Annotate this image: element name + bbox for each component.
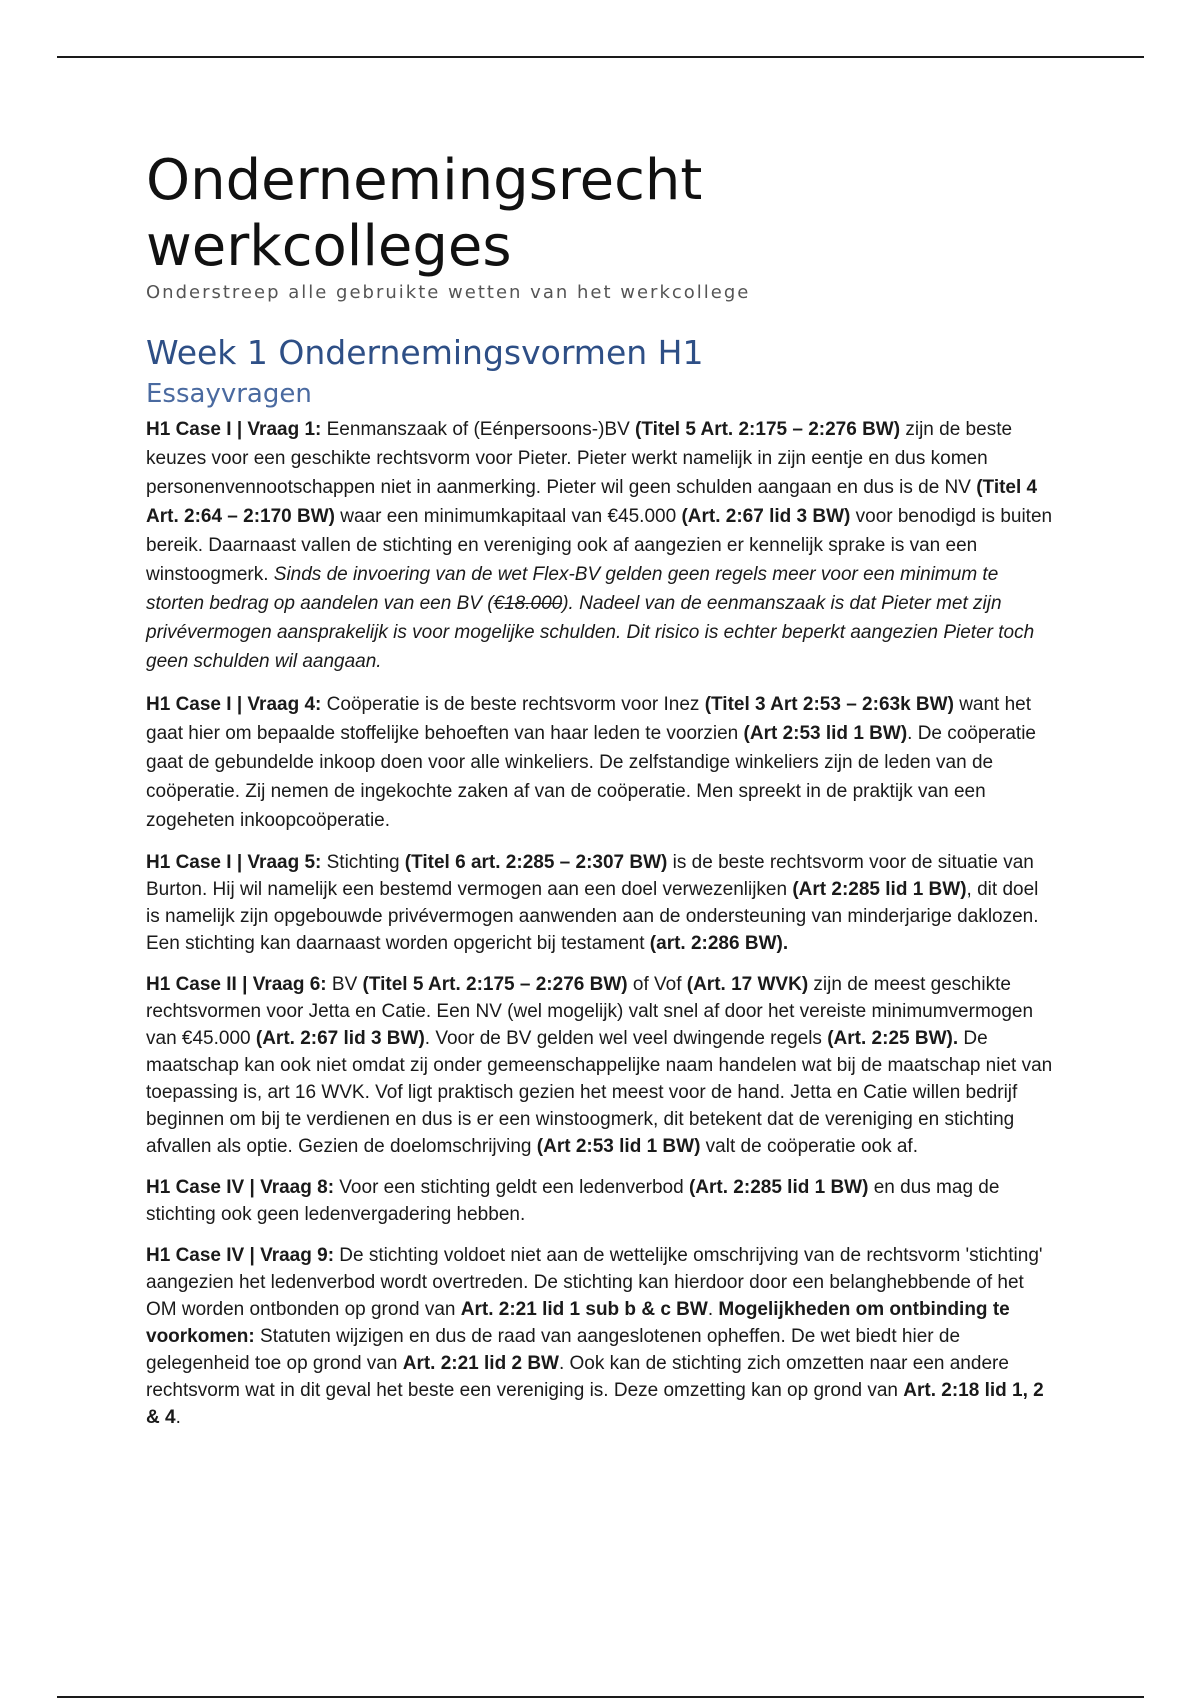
answer-vraag-6 (146, 971, 1056, 1160)
answer-vraag-1 (146, 415, 1056, 676)
bottom-rule (57, 1696, 1144, 1698)
text-run: zijn de meest geschikte rechtsvormen voor Jetta en Catie. Een NV (wel mogelijk) valt snel af door het vereiste minimumvermogen van €45.000 (146, 974, 1034, 1049)
bold-run: (Titel 4 Art. 2:64 – 2:170 BW) (146, 477, 1038, 527)
bold-run: (Art. 17 WVK) (686, 974, 809, 995)
text-run: De maatschap kan ook niet omdat zij onder gemeenschappelijke naam handelen wat bij de maatschap niet van toepassing is, art 16 WVK. Vof ligt praktisch gezien het meest voor de hand. Jetta en Catie willen bedrijf beginnen om bij te verdienen en dus is er een winstoogmerk, dit betekent dat de vereniging en stichting afvallen als optie. Gezien de doelomschrijving (146, 1028, 1053, 1157)
text-run: Stichting (321, 852, 405, 873)
bold-run: (Art. 2:67 lid 3 BW) (255, 1028, 425, 1049)
text-run: . (707, 1299, 719, 1320)
text-run: Eenmanszaak of (Eénpersoons-)BV (321, 419, 636, 440)
text-run: en dus mag de stichting ook geen ledenvergadering hebben. (146, 1177, 1000, 1225)
top-rule (57, 56, 1144, 58)
document-title: Ondernemingsrecht werkcolleges (146, 148, 703, 279)
bold-run: H1 Case I | Vraag 1: (146, 419, 322, 440)
bold-run: Art. 2:21 lid 2 BW (402, 1353, 559, 1374)
italic-run (494, 593, 563, 614)
bold-run: Art. 2:18 lid 1, 2 & 4 (146, 1380, 1044, 1428)
text-run: De stichting voldoet niet aan de wettelijke omschrijving van de rechtsvorm 'stichting' aangezien het ledenverbod wordt overtreden. De stichting kan hierdoor door een belanghebbende of het OM worden ontbonden op grond van (146, 1245, 1043, 1320)
answer-vraag-9 (146, 1242, 1056, 1431)
struck-text: €18.000 (493, 593, 563, 614)
bold-run: (Titel 6 art. 2:285 – 2:307 BW) (404, 852, 668, 873)
document-subtitle: Onderstreep alle gebruikte wetten van het werkcollege (146, 282, 751, 303)
text-run: . De coöperatie gaat de gebundelde inkoop doen voor alle winkeliers. De zelfstandige winkeliers zijn de leden van de coöperatie. Zij nemen de ingekochte zaken af van de coöperatie. Men spreekt in de praktijk van een zogeheten inkoopcoöperatie. (146, 723, 1036, 831)
bold-run: H1 Case IV | Vraag 8: (146, 1177, 335, 1198)
text-run: zijn de beste keuzes voor een geschikte rechtsvorm voor Pieter. Pieter werkt namelijk in zijn eentje en dus komen personenvennootschappen niet in aanmerking. Pieter wil geen schulden aangaan en dus is de NV (146, 419, 1013, 498)
text-run: waar een minimumkapitaal van €45.000 (335, 506, 682, 527)
bold-run: (Titel 5 Art. 2:175 – 2:276 BW) (635, 419, 901, 440)
bold-run: (Art. 2:25 BW). (827, 1028, 959, 1049)
week-heading: Week 1 Ondernemingsvormen H1 (146, 333, 704, 372)
bold-run: (art. 2:286 BW). (649, 933, 789, 954)
answer-vraag-4 (146, 690, 1056, 835)
document-page (146, 148, 1056, 1445)
bold-run: (Art 2:285 lid 1 BW) (792, 879, 967, 900)
text-run: . Ook kan de stichting zich omzetten naar een andere rechtsvorm wat in dit geval het beste een vereniging is. Deze omzetting kan op grond van (146, 1353, 1009, 1401)
bold-run: (Art 2:53 lid 1 BW) (536, 1136, 701, 1157)
answer-vraag-8 (146, 1174, 1056, 1228)
text-run: Voor een stichting geldt een ledenverbod (334, 1177, 689, 1198)
text-run: voor benodigd is buiten bereik. Daarnaast vallen de stichting en vereniging ook af aangezien er kennelijk sprake is van een winstoogmerk. (146, 506, 1053, 585)
text-run: . Voor de BV gelden wel veel dwingende regels (424, 1028, 828, 1049)
italic-run: Sinds de invoering van de wet Flex-BV gelden geen regels meer voor een minimum te storten bedrag op aandelen van een BV ( (146, 564, 999, 614)
bold-run: (Titel 5 Art. 2:175 – 2:276 BW) (362, 974, 628, 995)
answer-vraag-5 (146, 849, 1056, 957)
bold-run: H1 Case I | Vraag 5: (146, 852, 322, 873)
text-run: BV (326, 974, 363, 995)
text-run: . (175, 1407, 181, 1428)
text-run: valt de coöperatie ook af. (700, 1136, 918, 1157)
text-run: , dit doel is namelijk zijn opgebouwde privévermogen aanwenden aan de ondersteuning van minderjarige daklozen. Een stichting kan daarnaast worden opgericht bij testament (146, 879, 1039, 954)
bold-run: Mogelijkheden om ontbinding te voorkomen: (146, 1299, 1010, 1347)
text-run: Coöperatie is de beste rechtsvorm voor Inez (321, 694, 705, 715)
bold-run: (Art. 2:285 lid 1 BW) (688, 1177, 869, 1198)
text-run: of Vof (627, 974, 687, 995)
bold-run: H1 Case IV | Vraag 9: (146, 1245, 335, 1266)
bold-run: (Titel 3 Art 2:53 – 2:63k BW) (704, 694, 954, 715)
text-run: is de beste rechtsvorm voor de situatie van Burton. Hij wil namelijk een bestemd vermogen aan een doel verwezenlijken (146, 852, 1034, 900)
section-heading: Essayvragen (146, 379, 312, 409)
bold-run: Art. 2:21 lid 1 sub b & c BW (460, 1299, 708, 1320)
text-run: want het gaat hier om bepaalde stoffelijke behoeften van haar leden te voorzien (146, 694, 1032, 744)
bold-run: H1 Case I | Vraag 4: (146, 694, 322, 715)
bold-run: (Art. 2:67 lid 3 BW) (681, 506, 851, 527)
italic-run: ). Nadeel van de eenmanszaak is dat Pieter met zijn privévermogen aansprakelijk is voor mogelijke schulden. Dit risico is echter beperkt aangezien Pieter toch geen schulden wil aangaan. (146, 593, 1035, 672)
bold-run: (Art 2:53 lid 1 BW) (743, 723, 908, 744)
text-run: Statuten wijzigen en dus de raad van aangeslotenen opheffen. De wet biedt hier de gelegenheid toe op grond van (146, 1326, 961, 1374)
bold-run: H1 Case II | Vraag 6: (146, 974, 327, 995)
